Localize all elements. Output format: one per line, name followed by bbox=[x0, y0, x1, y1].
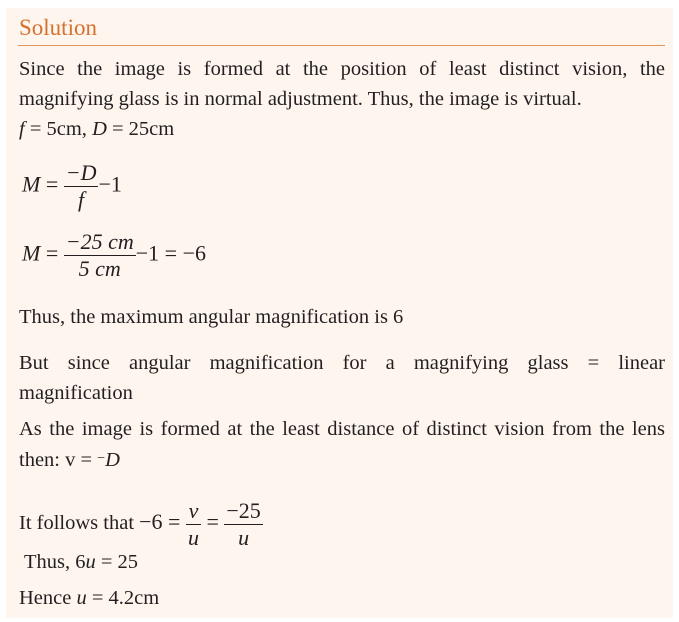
var-d: D bbox=[92, 118, 107, 140]
as-line-1: As the image is formed at the least distance of distinct vision from the lens bbox=[19, 418, 665, 440]
follows-line bbox=[19, 498, 263, 551]
eq2-lhs: M bbox=[22, 240, 41, 266]
equation-2 bbox=[22, 229, 206, 282]
thus-var: u bbox=[85, 551, 96, 573]
f-value: = 5cm, bbox=[24, 118, 93, 140]
follows-numerator-2: −25 bbox=[226, 498, 261, 523]
eq2-tail: −1 = −6 bbox=[135, 240, 206, 266]
eq1-denominator: f bbox=[78, 187, 85, 212]
as-line-2-minus: − bbox=[97, 451, 106, 466]
as-line-2-var: D bbox=[105, 449, 120, 471]
solution-title: Solution bbox=[19, 15, 97, 40]
given-values bbox=[19, 114, 174, 144]
eq2-fraction bbox=[64, 229, 136, 282]
eq2-equals: = bbox=[40, 240, 64, 266]
eq1-tail: −1 bbox=[98, 171, 122, 197]
thus-line bbox=[24, 547, 138, 577]
equation-1 bbox=[22, 160, 122, 213]
follows-numerator-1: v bbox=[186, 498, 201, 525]
but-line-2: magnification bbox=[19, 382, 133, 404]
eq1-fraction bbox=[64, 160, 99, 213]
hence-prefix: Hence bbox=[19, 587, 77, 609]
eq2-denominator: 5 cm bbox=[78, 256, 121, 281]
follows-fraction-1 bbox=[186, 498, 201, 551]
hence-var: u bbox=[76, 587, 87, 609]
follows-equals: = bbox=[200, 509, 225, 535]
as-line-2-prefix: then: v = bbox=[19, 449, 98, 471]
follows-prefix: It follows that bbox=[19, 512, 140, 535]
follows-denominator-1: u bbox=[187, 525, 199, 550]
var-f: f bbox=[19, 118, 25, 140]
eq1-equals: = bbox=[40, 171, 64, 197]
intro-line-1: Since the image is formed at the position of least distinct vision, the bbox=[19, 58, 665, 80]
follows-fraction-2 bbox=[224, 498, 262, 551]
thus-suffix: = 25 bbox=[95, 551, 139, 573]
follows-lhs: −6 = bbox=[139, 509, 186, 535]
but-line-1: But since angular magnification for a magnifying glass = linear bbox=[19, 352, 665, 374]
follows-denominator-2: u bbox=[238, 525, 250, 550]
d-value: = 25cm bbox=[106, 118, 175, 140]
as-line-2 bbox=[19, 444, 120, 475]
eq1-lhs: M bbox=[22, 171, 41, 197]
eq2-numerator: −25 cm bbox=[65, 229, 134, 254]
solution-box bbox=[6, 8, 673, 618]
thus-prefix: Thus, 6 bbox=[24, 551, 86, 573]
intro-line-2: magnifying glass is in normal adjustment. Thus, the image is virtual. bbox=[19, 88, 582, 110]
eq1-numerator: −D bbox=[65, 160, 97, 185]
hence-line bbox=[19, 583, 159, 613]
max-magnification-line: Thus, the maximum angular magnification is 6 bbox=[19, 306, 404, 328]
title-divider bbox=[18, 45, 665, 46]
hence-suffix: = 4.2cm bbox=[86, 587, 160, 609]
